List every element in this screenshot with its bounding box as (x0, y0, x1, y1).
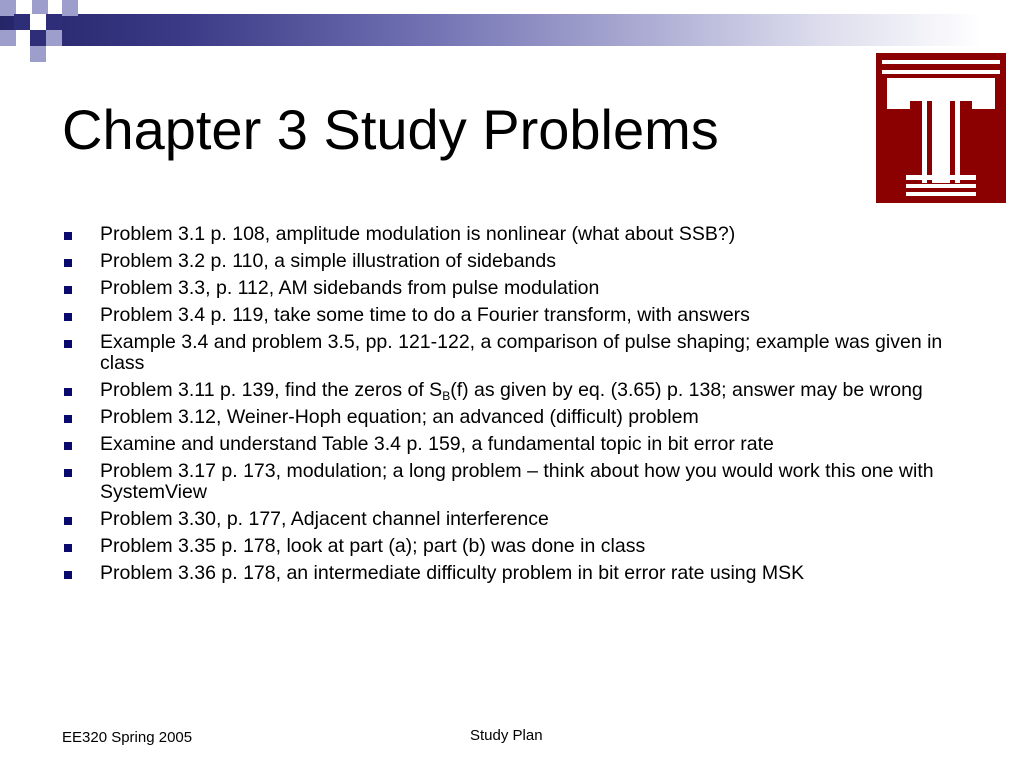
decorative-square (46, 14, 62, 30)
list-item (62, 278, 972, 299)
list-item-text-part: Problem 3.11 p. 139, find the zeros of S (100, 379, 443, 401)
list-item (62, 536, 972, 557)
list-item-text: Problem 3.30, p. 177, Adjacent channel interference (100, 508, 549, 530)
list-item-text: Problem 3.12, Weiner-Hoph equation; an advanced (difficult) problem (100, 406, 699, 428)
bullet-square-icon (64, 544, 72, 552)
list-item (62, 332, 972, 374)
decorative-square (14, 14, 30, 30)
decorative-square (0, 30, 16, 46)
bullet-square-icon (64, 259, 72, 267)
list-item (62, 461, 972, 503)
decorative-square (30, 30, 46, 46)
header-gradient-band (0, 14, 1024, 46)
study-problem-list (62, 224, 972, 590)
list-item (62, 407, 972, 428)
list-item (62, 509, 972, 530)
list-item-text: Examine and understand Table 3.4 p. 159, a fundamental topic in bit error rate (100, 433, 774, 455)
bullet-square-icon (64, 442, 72, 450)
bullet-square-icon (64, 469, 72, 477)
slide-title: Chapter 3 Study Problems (62, 98, 719, 161)
decorative-square (30, 14, 46, 30)
bullet-square-icon (64, 517, 72, 525)
list-item-text: Problem 3.35 p. 178, look at part (a); part (b) was done in class (100, 535, 646, 557)
decorative-square (62, 0, 78, 16)
list-item (62, 380, 972, 401)
bullet-square-icon (64, 388, 72, 396)
temple-t-logo-icon (876, 53, 1006, 203)
list-item-text: Example 3.4 and problem 3.5, pp. 121-122, a comparison of pulse shaping; example was given in class (100, 331, 943, 374)
bullet-square-icon (64, 340, 72, 348)
bullet-square-icon (64, 313, 72, 321)
bullet-square-icon (64, 571, 72, 579)
bullet-square-icon (64, 232, 72, 240)
bullet-square-icon (64, 286, 72, 294)
list-item (62, 224, 972, 245)
decorative-square (30, 46, 46, 62)
list-item (62, 305, 972, 326)
bullet-square-icon (64, 415, 72, 423)
list-item-text: Problem 3.17 p. 173, modulation; a long problem – think about how you would work this one with SystemView (100, 460, 934, 503)
list-item-text: Problem 3.3, p. 112, AM sidebands from pulse modulation (100, 277, 600, 299)
list-item (62, 434, 972, 455)
footer-course-label: EE320 Spring 2005 (62, 729, 193, 746)
logo-graphic (876, 53, 1006, 203)
list-item-text: Problem 3.2 p. 110, a simple illustration of sidebands (100, 250, 556, 272)
list-item-text: Problem 3.4 p. 119, take some time to do a Fourier transform, with answers (100, 304, 750, 326)
list-item-text: Problem 3.1 p. 108, amplitude modulation is nonlinear (what about SSB?) (100, 223, 736, 245)
list-item (62, 563, 972, 584)
list-item-subscript: B (442, 389, 451, 403)
footer-section-label: Study Plan (470, 727, 543, 744)
decorative-square (46, 30, 62, 46)
list-item-text-part: (f) as given by eq. (3.65) p. 138; answer may be wrong (450, 379, 923, 401)
list-item-text: Problem 3.36 p. 178, an intermediate difficulty problem in bit error rate using MSK (100, 562, 805, 584)
list-item (62, 251, 972, 272)
